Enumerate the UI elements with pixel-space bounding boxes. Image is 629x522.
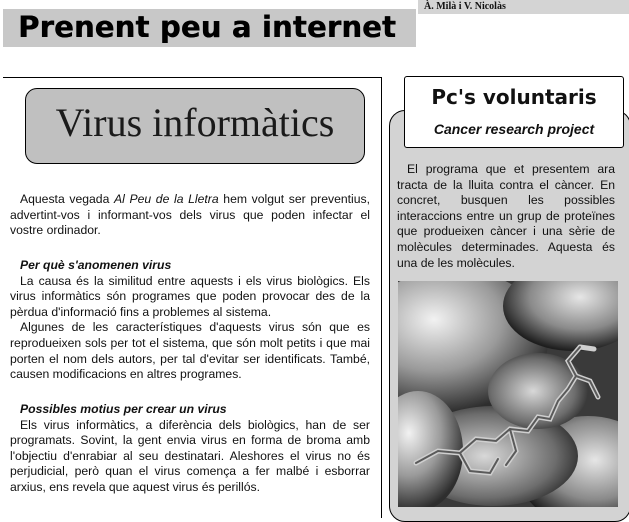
section-heading: Per què s'anomenen virus (20, 258, 172, 272)
article-title-box (25, 88, 365, 164)
sidebar-subtitle: Cancer research project (433, 121, 595, 137)
intro-text-start: Aquesta vegada (20, 192, 114, 206)
sidebar-title-box (404, 76, 624, 148)
intro-publication-name: Al Peu de la Lletra (114, 192, 219, 206)
author-bar (418, 0, 629, 14)
section-paragraph: Algunes de les característiques d'aquests virus són que es reprodueixen sols per tot el sistema, que són molt petits i que mai porten el nom dels autors, per tal d'evitar ser identificats. També, causen modificacions en altres programes. (10, 320, 370, 382)
article-intro (10, 192, 370, 239)
section-paragraph: Els virus informàtics, a diferència dels biològics, han de ser programats. Sovint, la gent envia virus en forma de broma amb l'objectiu d'enrabiar al seu destinatari. Aleshores el virus no és perjudicial, però quan el virus comença a fer malbé i esborrar arxius, ens revela que aquest virus és perillós. (10, 417, 370, 494)
intro-paragraph (10, 192, 370, 239)
sidebar-paragraph: El programa que et presentem ara tracta de la lluita contra el càncer. En concret, busquen les possibles interaccions entre un grup de proteïnes que produeixen càncer i una sèrie de molècules determinades. Aquesta és una de les molècules. (397, 162, 615, 270)
molecule-illustration (398, 281, 618, 507)
article-section (10, 258, 370, 383)
article-section (10, 402, 370, 496)
section-paragraph: La causa és la similitud entre aquests i els virus biològics. Els virus informàtics són programes que poden provocar des de la pèrdua d'informació fins a problemes al sistema. (10, 273, 370, 319)
intro-text-end: hem volgut ser preventius, advertint-vos i informant-vos dels virus que poden infectar el vostre ordinador. (10, 192, 370, 238)
author-credit: À. Milà i V. Nicolàs (424, 1, 506, 12)
article-title: Virus informàtics (55, 100, 335, 145)
masthead-title: Prenent peu a internet (18, 10, 396, 44)
masthead (3, 9, 416, 47)
sidebar-body (397, 162, 615, 271)
molecule-image (398, 281, 618, 507)
section-heading: Possibles motius per crear un virus (20, 402, 227, 416)
sidebar-title: Pc's voluntaris (431, 85, 597, 109)
